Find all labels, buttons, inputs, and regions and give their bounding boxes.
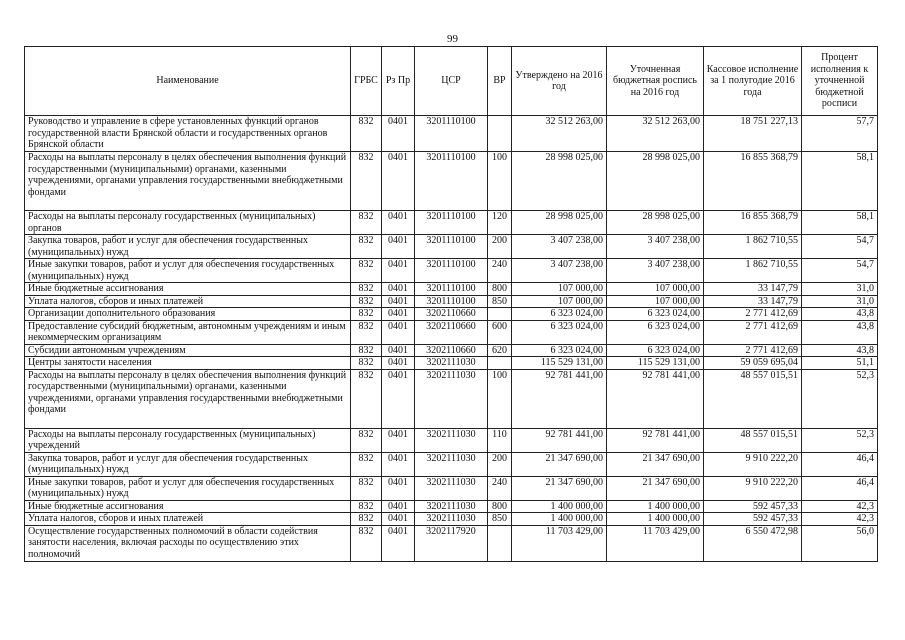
cell-grbs: 832 <box>351 152 382 211</box>
cell-refined: 28 998 025,00 <box>607 152 704 211</box>
cell-rzpr: 0401 <box>382 259 415 283</box>
cell-grbs: 832 <box>351 500 382 513</box>
cell-approved: 11 703 429,00 <box>512 525 607 561</box>
cell-name: Иные закупки товаров, работ и услуг для обеспечения государственных (муниципальных) нужд <box>25 259 351 283</box>
cell-rzpr: 0401 <box>382 283 415 296</box>
cell-cash: 48 557 015,51 <box>704 428 802 452</box>
table-row <box>25 211 878 235</box>
cell-name: Закупка товаров, работ и услуг для обеспечения государственных (муниципальных) нужд <box>25 452 351 476</box>
cell-rzpr: 0401 <box>382 344 415 357</box>
cell-refined: 21 347 690,00 <box>607 476 704 500</box>
cell-csr: 3201110100 <box>415 116 488 152</box>
cell-name: Уплата налогов, сборов и иных платежей <box>25 513 351 526</box>
cell-grbs: 832 <box>351 283 382 296</box>
cell-approved: 21 347 690,00 <box>512 476 607 500</box>
cell-refined: 21 347 690,00 <box>607 452 704 476</box>
cell-rzpr: 0401 <box>382 116 415 152</box>
cell-approved: 92 781 441,00 <box>512 369 607 428</box>
cell-grbs: 832 <box>351 320 382 344</box>
cell-percent: 42,3 <box>802 513 878 526</box>
cell-name: Расходы на выплаты персоналу государственных (муниципальных) органов <box>25 211 351 235</box>
cell-vr <box>488 116 512 152</box>
cell-vr: 120 <box>488 211 512 235</box>
cell-approved: 92 781 441,00 <box>512 428 607 452</box>
cell-rzpr: 0401 <box>382 211 415 235</box>
cell-csr: 3202111030 <box>415 428 488 452</box>
cell-percent: 43,8 <box>802 320 878 344</box>
cell-rzpr: 0401 <box>382 308 415 321</box>
cell-approved: 115 529 131,00 <box>512 357 607 370</box>
cell-name: Уплата налогов, сборов и иных платежей <box>25 295 351 308</box>
cell-name: Иные бюджетные ассигнования <box>25 500 351 513</box>
table-row <box>25 344 878 357</box>
header-name: Наименование <box>25 47 351 116</box>
cell-rzpr: 0401 <box>382 513 415 526</box>
cell-percent: 54,7 <box>802 235 878 259</box>
cell-cash: 1 862 710,55 <box>704 259 802 283</box>
cell-vr: 100 <box>488 152 512 211</box>
cell-cash: 2 771 412,69 <box>704 308 802 321</box>
cell-percent: 42,3 <box>802 500 878 513</box>
cell-vr <box>488 308 512 321</box>
page-number: 99 <box>447 33 458 45</box>
table-row <box>25 476 878 500</box>
cell-grbs: 832 <box>351 357 382 370</box>
table-row <box>25 116 878 152</box>
cell-cash: 33 147,79 <box>704 283 802 296</box>
cell-name: Расходы на выплаты персоналу в целях обеспечения выполнения функций государственными (муниципальными) органами, казенными учреждениями, органами управления государственными внебюджетными фондами <box>25 369 351 428</box>
cell-cash: 592 457,33 <box>704 513 802 526</box>
table-row <box>25 428 878 452</box>
cell-vr: 110 <box>488 428 512 452</box>
cell-vr: 240 <box>488 476 512 500</box>
cell-approved: 28 998 025,00 <box>512 152 607 211</box>
cell-csr: 3201110100 <box>415 283 488 296</box>
cell-percent: 46,4 <box>802 476 878 500</box>
cell-vr: 850 <box>488 513 512 526</box>
cell-approved: 6 323 024,00 <box>512 308 607 321</box>
cell-approved: 21 347 690,00 <box>512 452 607 476</box>
cell-cash: 1 862 710,55 <box>704 235 802 259</box>
cell-percent: 31,0 <box>802 295 878 308</box>
cell-csr: 3202117920 <box>415 525 488 561</box>
cell-approved: 1 400 000,00 <box>512 500 607 513</box>
cell-cash: 2 771 412,69 <box>704 320 802 344</box>
cell-name: Субсидии автономным учреждениям <box>25 344 351 357</box>
cell-refined: 6 323 024,00 <box>607 320 704 344</box>
header-percent: Процент исполнения к уточненной бюджетной росписи <box>802 47 878 116</box>
table-row <box>25 235 878 259</box>
cell-name: Предоставление субсидий бюджетным, автономным учреждениям и иным некоммерческим организациям <box>25 320 351 344</box>
cell-grbs: 832 <box>351 116 382 152</box>
header-csr: ЦСР <box>415 47 488 116</box>
cell-percent: 58,1 <box>802 152 878 211</box>
cell-percent: 51,1 <box>802 357 878 370</box>
cell-grbs: 832 <box>351 513 382 526</box>
cell-rzpr: 0401 <box>382 500 415 513</box>
cell-csr: 3201110100 <box>415 235 488 259</box>
table-row <box>25 452 878 476</box>
table-row <box>25 357 878 370</box>
budget-execution-table <box>24 46 878 562</box>
cell-refined: 92 781 441,00 <box>607 369 704 428</box>
cell-csr: 3202110660 <box>415 320 488 344</box>
cell-grbs: 832 <box>351 235 382 259</box>
cell-percent: 31,0 <box>802 283 878 296</box>
table-row <box>25 500 878 513</box>
cell-refined: 28 998 025,00 <box>607 211 704 235</box>
cell-csr: 3201110100 <box>415 211 488 235</box>
cell-refined: 92 781 441,00 <box>607 428 704 452</box>
cell-grbs: 832 <box>351 369 382 428</box>
cell-approved: 107 000,00 <box>512 283 607 296</box>
cell-rzpr: 0401 <box>382 428 415 452</box>
cell-cash: 16 855 368,79 <box>704 211 802 235</box>
cell-refined: 6 323 024,00 <box>607 344 704 357</box>
cell-cash: 6 550 472,98 <box>704 525 802 561</box>
cell-rzpr: 0401 <box>382 235 415 259</box>
cell-rzpr: 0401 <box>382 476 415 500</box>
cell-vr: 240 <box>488 259 512 283</box>
cell-name: Осуществление государственных полномочий в области содействия занятости населения, включая расходы по осуществлению этих полномочий <box>25 525 351 561</box>
cell-percent: 43,8 <box>802 308 878 321</box>
cell-percent: 43,8 <box>802 344 878 357</box>
cell-approved: 1 400 000,00 <box>512 513 607 526</box>
table-row <box>25 295 878 308</box>
cell-csr: 3202111030 <box>415 476 488 500</box>
cell-grbs: 832 <box>351 452 382 476</box>
cell-vr: 800 <box>488 500 512 513</box>
table-row <box>25 320 878 344</box>
table-row <box>25 283 878 296</box>
cell-approved: 32 512 263,00 <box>512 116 607 152</box>
cell-cash: 18 751 227,13 <box>704 116 802 152</box>
table-row <box>25 152 878 211</box>
cell-grbs: 832 <box>351 295 382 308</box>
cell-name: Центры занятости населения <box>25 357 351 370</box>
cell-rzpr: 0401 <box>382 525 415 561</box>
cell-percent: 58,1 <box>802 211 878 235</box>
cell-refined: 115 529 131,00 <box>607 357 704 370</box>
cell-cash: 2 771 412,69 <box>704 344 802 357</box>
cell-cash: 33 147,79 <box>704 295 802 308</box>
cell-vr: 100 <box>488 369 512 428</box>
cell-csr: 3201110100 <box>415 295 488 308</box>
cell-rzpr: 0401 <box>382 295 415 308</box>
table-row <box>25 308 878 321</box>
cell-refined: 107 000,00 <box>607 283 704 296</box>
cell-csr: 3202111030 <box>415 452 488 476</box>
cell-cash: 592 457,33 <box>704 500 802 513</box>
cell-rzpr: 0401 <box>382 369 415 428</box>
cell-rzpr: 0401 <box>382 357 415 370</box>
cell-name: Закупка товаров, работ и услуг для обеспечения государственных (муниципальных) нужд <box>25 235 351 259</box>
cell-percent: 57,7 <box>802 116 878 152</box>
cell-name: Расходы на выплаты персоналу государственных (муниципальных) учреждений <box>25 428 351 452</box>
cell-cash: 9 910 222,20 <box>704 452 802 476</box>
cell-refined: 3 407 238,00 <box>607 259 704 283</box>
cell-grbs: 832 <box>351 525 382 561</box>
cell-vr: 200 <box>488 452 512 476</box>
cell-approved: 3 407 238,00 <box>512 235 607 259</box>
cell-refined: 32 512 263,00 <box>607 116 704 152</box>
cell-name: Организации дополнительного образования <box>25 308 351 321</box>
cell-vr: 620 <box>488 344 512 357</box>
cell-approved: 3 407 238,00 <box>512 259 607 283</box>
cell-refined: 1 400 000,00 <box>607 513 704 526</box>
cell-cash: 48 557 015,51 <box>704 369 802 428</box>
cell-vr <box>488 525 512 561</box>
cell-percent: 54,7 <box>802 259 878 283</box>
header-cash: Кассовое исполнение за 1 полугодие 2016 года <box>704 47 802 116</box>
cell-refined: 6 323 024,00 <box>607 308 704 321</box>
cell-grbs: 832 <box>351 476 382 500</box>
cell-cash: 16 855 368,79 <box>704 152 802 211</box>
cell-vr: 800 <box>488 283 512 296</box>
cell-csr: 3202111030 <box>415 369 488 428</box>
header-approved: Утверждено на 2016 год <box>512 47 607 116</box>
cell-rzpr: 0401 <box>382 320 415 344</box>
header-vr: ВР <box>488 47 512 116</box>
cell-refined: 11 703 429,00 <box>607 525 704 561</box>
cell-name: Руководство и управление в сфере установленных функций органов государственной власти Брянской области и государственных органов Брянской области <box>25 116 351 152</box>
cell-name: Иные бюджетные ассигнования <box>25 283 351 296</box>
cell-percent: 56,0 <box>802 525 878 561</box>
table-row <box>25 525 878 561</box>
cell-percent: 46,4 <box>802 452 878 476</box>
cell-name: Иные закупки товаров, работ и услуг для обеспечения государственных (муниципальных) нужд <box>25 476 351 500</box>
cell-csr: 3202111030 <box>415 500 488 513</box>
cell-approved: 107 000,00 <box>512 295 607 308</box>
cell-rzpr: 0401 <box>382 452 415 476</box>
table-row <box>25 369 878 428</box>
cell-grbs: 832 <box>351 428 382 452</box>
cell-csr: 3202111030 <box>415 513 488 526</box>
cell-refined: 107 000,00 <box>607 295 704 308</box>
cell-vr: 850 <box>488 295 512 308</box>
cell-vr <box>488 357 512 370</box>
cell-grbs: 832 <box>351 211 382 235</box>
table-row <box>25 513 878 526</box>
header-row <box>25 47 878 116</box>
cell-rzpr: 0401 <box>382 152 415 211</box>
cell-refined: 1 400 000,00 <box>607 500 704 513</box>
cell-cash: 59 059 695,04 <box>704 357 802 370</box>
cell-csr: 3202110660 <box>415 344 488 357</box>
cell-vr: 200 <box>488 235 512 259</box>
cell-grbs: 832 <box>351 308 382 321</box>
cell-refined: 3 407 238,00 <box>607 235 704 259</box>
cell-name: Расходы на выплаты персоналу в целях обеспечения выполнения функций государственными (муниципальными) органами, казенными учреждениями, органами управления государственными внебюджетными фондами <box>25 152 351 211</box>
cell-cash: 9 910 222,20 <box>704 476 802 500</box>
header-refined: Уточненная бюджетная роспись на 2016 год <box>607 47 704 116</box>
table-row <box>25 259 878 283</box>
header-rzpr: Рз Пр <box>382 47 415 116</box>
cell-approved: 28 998 025,00 <box>512 211 607 235</box>
cell-csr: 3201110100 <box>415 152 488 211</box>
cell-approved: 6 323 024,00 <box>512 344 607 357</box>
cell-vr: 600 <box>488 320 512 344</box>
cell-csr: 3202110660 <box>415 308 488 321</box>
cell-grbs: 832 <box>351 344 382 357</box>
cell-approved: 6 323 024,00 <box>512 320 607 344</box>
cell-csr: 3201110100 <box>415 259 488 283</box>
header-grbs: ГРБС <box>351 47 382 116</box>
cell-percent: 52,3 <box>802 428 878 452</box>
cell-grbs: 832 <box>351 259 382 283</box>
cell-csr: 3202111030 <box>415 357 488 370</box>
cell-percent: 52,3 <box>802 369 878 428</box>
